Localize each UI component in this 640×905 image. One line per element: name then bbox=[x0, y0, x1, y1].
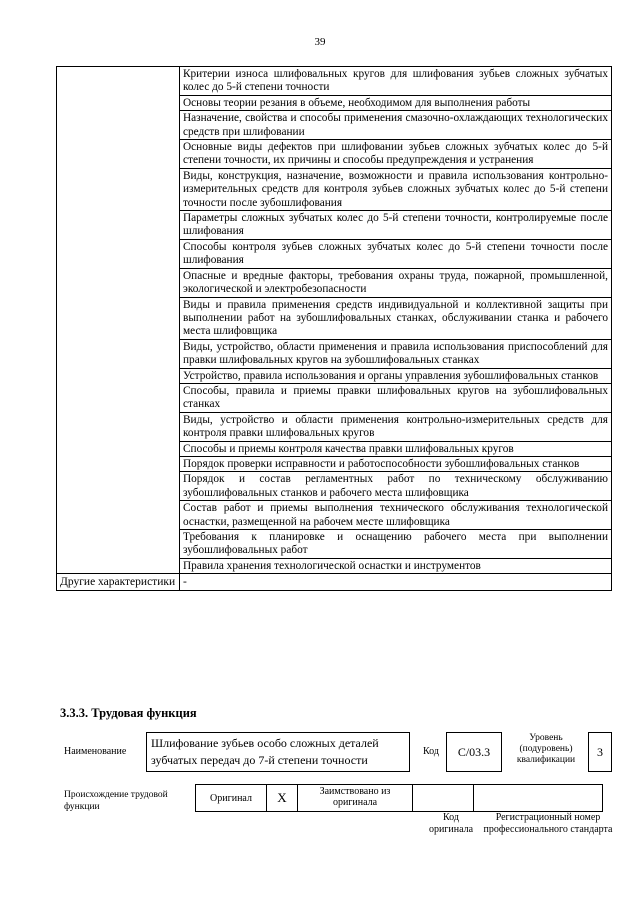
knowledge-item: Правила хранения технологической оснастки и инструментов bbox=[180, 558, 612, 573]
knowledge-item: Способы и приемы контроля качества правки шлифовальных кругов bbox=[180, 441, 612, 456]
knowledge-item: Основы теории резания в объеме, необходимом для выполнения работы bbox=[180, 95, 612, 110]
origin-row bbox=[196, 784, 603, 812]
table-row bbox=[57, 574, 612, 591]
origin-label: Происхождение трудовой функции bbox=[64, 790, 168, 812]
page-number: 39 bbox=[314, 36, 326, 48]
knowledge-item: Порядок проверки исправности и работоспособности зубошлифовальных станков bbox=[180, 456, 612, 471]
section-title: 3.3.3. Трудовая функция bbox=[60, 706, 197, 720]
knowledge-item: Назначение, свойства и способы применения смазочно-охлаждающих технологических средств при шлифовании bbox=[180, 111, 612, 140]
original-mark: X bbox=[266, 784, 298, 812]
empty-left-cell bbox=[57, 67, 180, 574]
code-original-cell bbox=[412, 784, 474, 812]
knowledge-item: Критерии износа шлифовальных кругов для шлифования зубьев сложных зубчатых колес до 5-й степени точности bbox=[180, 67, 612, 96]
name-label: Наименование bbox=[64, 746, 127, 757]
reg-number-cell bbox=[473, 784, 603, 812]
other-characteristics-value: - bbox=[180, 574, 612, 591]
reg-number-label: Регистрационный номер профессионального стандарта bbox=[483, 812, 613, 835]
knowledge-item: Параметры сложных зубчатых колес до 5-й степени точности, контролируемые после шлифования bbox=[180, 211, 612, 240]
knowledge-item: Способы контроля зубьев сложных зубчатых колес до 5-й степени точности после шлифования bbox=[180, 239, 612, 268]
level-value: 3 bbox=[588, 732, 612, 772]
knowledge-table bbox=[56, 66, 612, 591]
knowledge-item: Виды, устройство, области применения и правила использования приспособлений для правки шлифовальных кругов на зубошлифовальных станках bbox=[180, 339, 612, 368]
knowledge-item: Состав работ и приемы выполнения технического обслуживания технологической оснастки, размещенной на рабочем месте шлифовщика bbox=[180, 501, 612, 530]
other-characteristics-label: Другие характеристики bbox=[57, 574, 180, 591]
knowledge-item: Требования к планировке и оснащению рабочего места при выполнении зубошлифовальных работ bbox=[180, 530, 612, 559]
knowledge-item: Устройство, правила использования и органы управления зубошлифовальных станков bbox=[180, 368, 612, 383]
name-value: Шлифование зубьев особо сложных деталей зубчатых передач до 7-й степени точности bbox=[146, 732, 410, 772]
knowledge-item: Виды, устройство и области применения контрольно-измерительных средств для контроля правки шлифовальных кругов bbox=[180, 412, 612, 441]
table-row bbox=[57, 67, 612, 96]
knowledge-item: Виды и правила применения средств индивидуальной и коллективной защиты при выполнении работ на зубошлифовальных станках, обслуживании станка и рабочего места шлифовщика bbox=[180, 297, 612, 339]
knowledge-item: Порядок и состав регламентных работ по техническому обслуживанию зубошлифовальных станков и рабочего места шлифовщика bbox=[180, 472, 612, 501]
knowledge-item: Способы, правила и приемы правки шлифовальных кругов на зубошлифовальных станках bbox=[180, 383, 612, 412]
knowledge-item: Основные виды дефектов при шлифовании зубьев сложных зубчатых колес до 5-й степени точности, их причины и способы предупреждения и устранения bbox=[180, 140, 612, 169]
code-original-label: Код оригинала bbox=[428, 812, 474, 835]
borrowed-label: Заимствовано из оригинала bbox=[297, 784, 413, 812]
code-label: Код bbox=[423, 746, 439, 757]
original-label: Оригинал bbox=[195, 784, 267, 812]
knowledge-item: Виды, конструкция, назначение, возможности и правила использования контрольно-измерительных средств для контроля зубьев сложных зубчатых колес до 5-й степени точности после зубошлифования bbox=[180, 168, 612, 210]
knowledge-item: Опасные и вредные факторы, требования охраны труда, пожарной, промышленной, экологической и электробезопасности bbox=[180, 268, 612, 297]
level-label: Уровень (подуровень) квалификации bbox=[516, 733, 576, 765]
code-value: C/03.3 bbox=[446, 732, 502, 772]
